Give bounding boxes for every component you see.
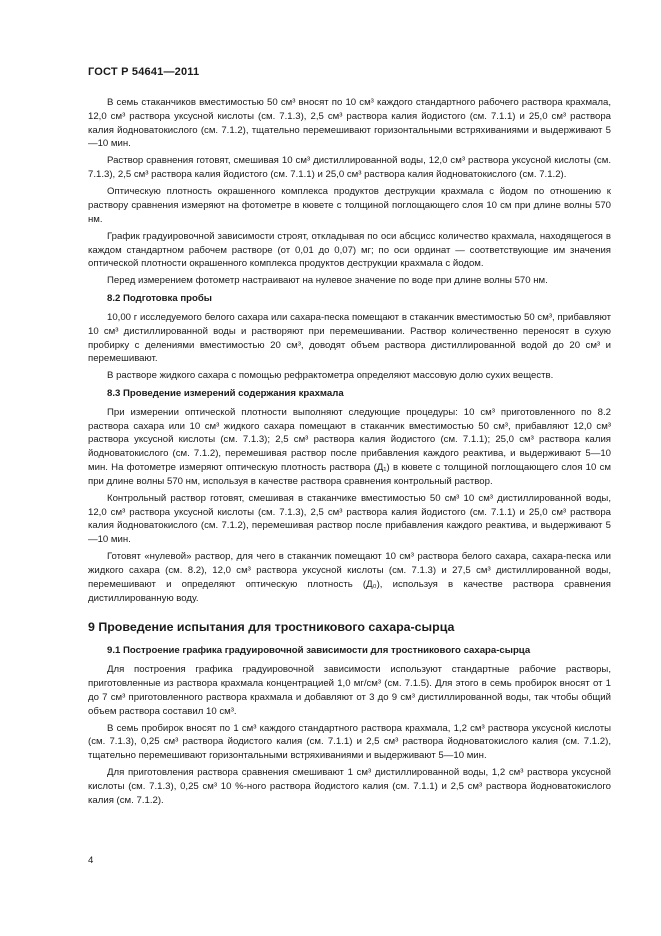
document-body [88,96,611,811]
paragraph: В семь стаканчиков вместимостью 50 см³ вносят по 10 см³ каждого стандартного рабочего раствора крахмала, 12,0 см³ раствора уксусной кислоты (см. 7.1.3), 2,5 см³ раствора калия йодистого (см. 7.1.1) и 25,0 см³ раствора калия йодноватокислого (см. 7.1.2), тщательно перемешивают горизонтальными встряхиваниями и выдерживают 5—10 мин. [88,97,611,150]
page-number: 4 [88,855,94,866]
paragraph: Перед измерением фотометр настраивают на нулевое значение по воде при длине волны 570 нм. [107,275,548,287]
paragraph: График градуировочной зависимости строят, откладывая по оси абсцисс количество крахмала, находящегося в каждом стандартном рабочем растворе (от 0,01 до 0,07) мг; по оси ординат — соответствующие им значения оптической плотности окрашенного комплекса продуктов деструкции крахмала с йодом. [88,230,611,270]
section-heading-9-1: 9.1 Построение графика градуировочной зависимости для тростникового сахара-сырца [107,645,531,657]
section-heading-8-3: 8.3 Проведение измерений содержания крахмала [107,388,344,400]
paragraph: Контрольный раствор готовят, смешивая в стаканчике вместимостью 50 см³ 10 см³ дистиллированной воды, 12,0 см³ раствора уксусной кислоты (см. 7.1.3), 2,5 см³ раствора калия йодистого (см. 7.1.1) и 25,0 см³ раствора калия йодноватокислого (см. 7.1.2), перемешивая раствор после прибавления каждого реактива, и выдерживают 5—10 мин. [88,492,611,546]
paragraph: Оптическую плотность окрашенного комплекса продуктов деструкции крахмала с йодом по отношению к раствору сравнения измеряют на фотометре в кювете с толщиной поглощающего слоя 10 см при длине волны 570 нм. [88,186,611,225]
paragraph: В растворе жидкого сахара с помощью рефрактометра определяют массовую долю сухих веществ. [107,370,554,382]
paragraph: Для приготовления раствора сравнения смешивают 1 см³ дистиллированной воды, 1,2 см³ раствора уксусной кислоты (см. 7.1.3), 0,25 см³ 10 %-ного раствора йодистого калия (см. 7.1.1) и 2,5 см³ раствора йодноватокислого калия (см. 7.1.2). [88,767,611,806]
paragraph: Готовят «нулевой» раствор, для чего в стаканчик помещают 10 см³ раствора белого сахара, сахара-песка или жидкого сахара (см. 8.2), 12,0 см³ раствора уксусной кислоты (см. 7.1.3) и 27,5 см³ дистиллированной воды, перемешивают и определяют оптическую плотность (Д₀), используя в качестве раствора сравнения дистиллированную воду. [88,551,611,604]
paragraph: Раствор сравнения готовят, смешивая 10 см³ дистиллированной воды, 12,0 см³ раствора уксусной кислоты (см. 7.1.3), 2,5 см³ раствора калия йодистого (см. 7.1.1) и 25,0 см³ раствора калия йодноватокислого (см. 7.1.2). [88,155,611,181]
paragraph: Для построения графика градуировочной зависимости используют стандартные рабочие растворы, приготовленные из раствора крахмала концентрацией 1,0 мг/см³ (см. 7.1.5). Для этого в семь пробирок вносят от 1 до 7 см³ приготовленного раствора крахмала и добавляют от 3 до 9 см³ дистиллированной воды, так чтобы общий объем раствора составил 10 см³. [88,664,611,717]
section-heading-8-2: 8.2 Подготовка пробы [107,293,212,305]
paragraph: В семь пробирок вносят по 1 см³ каждого стандартного раствора крахмала, 1,2 см³ раствора уксусной кислоты (см. 7.1.3), 0,25 см³ раствора йодистого калия (см. 7.1.1) и 2,5 см³ раствора йодноватокислого калия (см. 7.1.2), тщательно перемешивают горизонтальными встряхиваниями и выдерживают 5—10 мин. [88,722,611,762]
paragraph: При измерении оптической плотности выполняют следующие процедуры: 10 см³ приготовленного по 8.2 раствора сахара или 10 см³ жидкого сахара помещают в стаканчик вместимостью 50 см³, прибавляют 12,0 см³ раствора уксусной кислоты (см. 7.1.3); 2,5 см³ раствора калия йодистого (см. 7.1.1); 25,0 см³ раствора калия йодноватокислого (см. 7.1.2), перемешивая раствор после прибавления каждого реактива, и выдерживают 5—10 мин. На фотометре измеряют оптическую плотность раствора (Д₁) в кювете с толщиной поглощающего слоя 10 см при длине волны 570 нм, используя в качестве раствора сравнения контрольный раствор. [88,406,611,487]
standard-header: ГОСТ Р 54641—2011 [88,66,200,78]
paragraph: 10,00 г исследуемого белого сахара или сахара-песка помещают в стаканчик вместимостью 50 см³, прибавляют 10 см³ дистиллированной воды и растворяют при перемешивании. Раствор количественно переносят в сухую пробирку с делениями вместимостью 20 см³, доводят объем раствора дистиллированной водой до 20 см³ и перемешивают. [88,311,611,365]
section-heading-9: 9 Проведение испытания для тростникового сахара-сырца [88,620,455,635]
